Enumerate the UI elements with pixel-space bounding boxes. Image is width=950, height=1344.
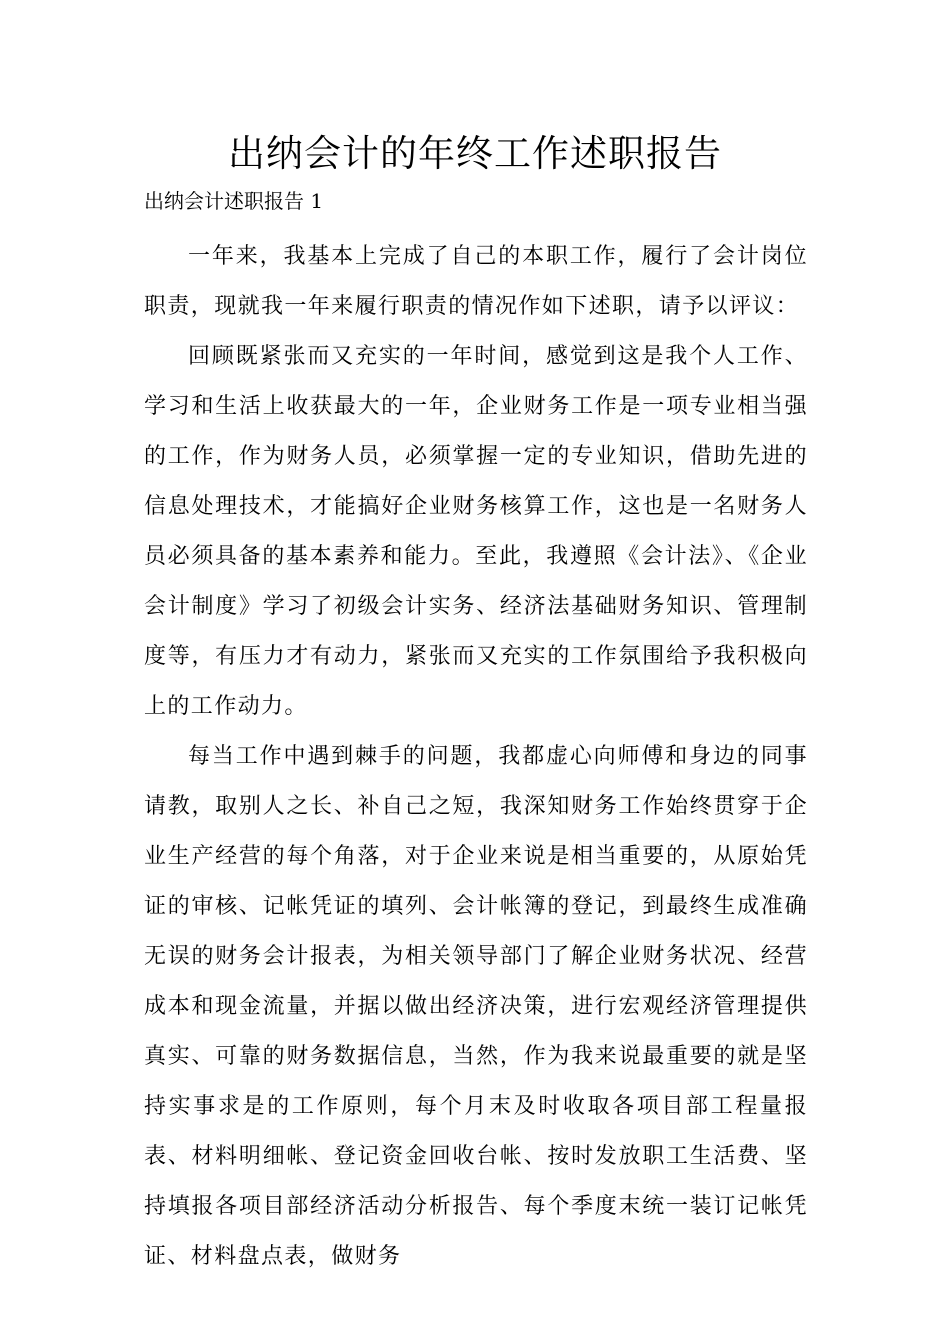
paragraph-review: 回顾既紧张而又充实的一年时间，感觉到这是我个人工作、学习和生活上收获最大的一年，企业财务工作是一项专业相当强的工作，作为财务人员，必须掌握一定的专业知识，借助先进的信息处理技术，才能搞好企业财务核算工作，这也是一名财务人员必须具备的基本素养和能力。至此，我遵照《会计法》、《企业会计制度》学习了初级会计实务、经济法基础财务知识、管理制度等，有压力才有动力，紧张而又充实的工作氛围给予我积极向上的工作动力。	[144, 344, 808, 719]
paragraph-work: 每当工作中遇到棘手的问题，我都虚心向师傅和身边的同事请教，取别人之长、补自己之短，我深知财务工作始终贯穿于企业生产经营的每个角落，对于企业来说是相当重要的，从原始凭证的审核、记帐凭证的填列、会计帐簿的登记，到最终生成准确无误的财务会计报表，为相关领导部门了解企业财务状况、经营成本和现金流量，并据以做出经济决策，进行宏观经济管理提供真实、可靠的财务数据信息，当然，作为我来说最重要的就是坚持实事求是的工作原则，每个月末及时收取各项目部工程量报表、材料明细帐、登记资金回收台帐、按时发放职工生活费、坚持填报各项目部经济活动分析报告、每个季度末统一装订记帐凭证、材料盘点表，做财务	[144, 744, 808, 1269]
document-title: 出纳会计的年终工作述职报告	[228, 132, 722, 175]
paragraph-intro: 一年来，我基本上完成了自己的本职工作，履行了会计岗位职责，现就我一年来履行职责的情况作如下述职，请予以评议：	[144, 244, 808, 319]
section-subtitle: 出纳会计述职报告 1	[144, 189, 324, 213]
document-body	[144, 232, 808, 1282]
